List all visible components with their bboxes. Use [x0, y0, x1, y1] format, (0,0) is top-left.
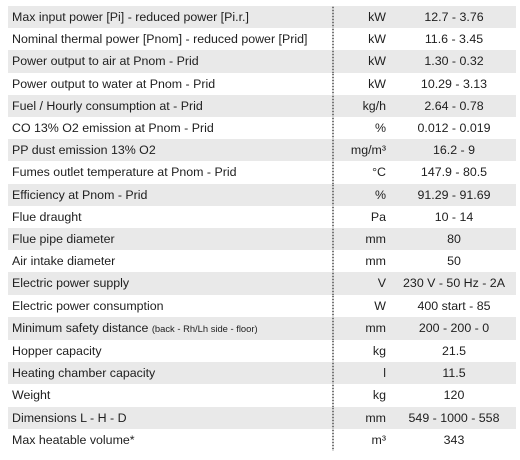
spec-label-cell [8, 362, 330, 384]
spec-value: 11.5 [392, 362, 516, 384]
spec-label: PP dust emission 13% O2 [12, 143, 156, 158]
spec-unit: kg [372, 344, 386, 359]
spec-value: 1.30 - 0.32 [392, 50, 516, 72]
spec-unit: mm [336, 407, 392, 429]
spec-unit: % [374, 121, 386, 136]
spec-row [8, 362, 516, 384]
spec-unit: kW [336, 6, 392, 28]
spec-value: 10.29 - 3.13 [420, 76, 488, 91]
spec-unit: l [336, 362, 392, 384]
spec-label: Heating chamber capacity [12, 366, 156, 381]
spec-label: Max heatable volume* [12, 432, 135, 447]
spec-value: 200 - 200 - 0 [392, 317, 516, 340]
spec-label-cell [8, 73, 330, 95]
spec-label-cell [8, 228, 330, 250]
spec-label: Hopper capacity [12, 344, 102, 359]
spec-label-cell [8, 50, 330, 72]
spec-label: Fumes outlet temperature at Pnom - Prid [12, 165, 237, 180]
spec-row [8, 50, 516, 72]
spec-label: Flue draught [12, 209, 82, 224]
spec-unit: mm [365, 254, 386, 269]
spec-label-cell [8, 272, 330, 294]
spec-value: 120 [443, 388, 465, 403]
spec-unit: kW [368, 76, 386, 91]
spec-label-cell [8, 429, 330, 451]
spec-unit: kW [368, 32, 386, 47]
spec-row [8, 117, 516, 139]
spec-value: 11.6 - 3.45 [424, 32, 484, 47]
spec-row [8, 340, 516, 362]
spec-unit: % [336, 184, 392, 206]
spec-label-cell [8, 28, 330, 50]
spec-row [8, 206, 516, 228]
spec-value: 21.5 [441, 344, 467, 359]
spec-value: 12.7 - 3.76 [392, 6, 516, 28]
spec-unit: mm [336, 317, 392, 340]
spec-row [8, 407, 516, 429]
spec-unit: mm [336, 228, 392, 250]
spec-label-cell [8, 6, 330, 28]
spec-value: 230 V - 50 Hz - 2A [392, 272, 516, 294]
spec-label-cell [8, 295, 330, 317]
spec-row [8, 28, 516, 50]
spec-value: 2.64 - 0.78 [392, 95, 516, 117]
spec-label-cell [8, 117, 330, 139]
spec-value: 50 [447, 254, 461, 269]
spec-label: Air intake diameter [12, 254, 116, 269]
spec-value: 400 start - 85 [417, 298, 491, 313]
spec-row [8, 6, 516, 28]
spec-table-body [8, 6, 516, 451]
spec-label-cell [8, 317, 330, 340]
spec-label: CO 13% O2 emission at Pnom - Prid [12, 121, 214, 136]
spec-label-note: (back - Rh/Lh side - floor) [151, 322, 258, 334]
spec-unit: kg/h [336, 95, 392, 117]
spec-label-cell [8, 206, 330, 228]
spec-value: 549 - 1000 - 558 [392, 407, 516, 429]
spec-unit: kW [336, 50, 392, 72]
spec-row [8, 317, 516, 340]
spec-label-cell [8, 161, 330, 183]
spec-label: Dimensions L - H - D [12, 410, 127, 425]
spec-label-cell [8, 184, 330, 206]
spec-label: Power output to air at Pnom - Prid [12, 54, 199, 69]
spec-value: 80 [392, 228, 516, 250]
spec-unit: m³ [371, 432, 386, 447]
spec-value: 343 [443, 432, 465, 447]
spec-label-cell [8, 407, 330, 429]
spec-row [8, 161, 516, 183]
spec-unit: °C [372, 165, 386, 180]
spec-label-cell [8, 340, 330, 362]
spec-value: 91.29 - 91.69 [392, 184, 516, 206]
spec-row [8, 95, 516, 117]
spec-label: Electric power consumption [12, 298, 164, 313]
spec-unit: kg [372, 388, 386, 403]
spec-row [8, 272, 516, 294]
spec-table [8, 6, 516, 451]
spec-label: Nominal thermal power [Pnom] - reduced power [Prid] [12, 32, 308, 47]
spec-row [8, 139, 516, 161]
spec-label: Max input power [Pi] - reduced power [Pi.r.] [12, 10, 249, 24]
spec-unit: W [374, 298, 386, 313]
spec-row [8, 73, 516, 95]
spec-row [8, 295, 516, 317]
spec-label-cell [8, 95, 330, 117]
spec-row [8, 184, 516, 206]
spec-row [8, 228, 516, 250]
spec-label: Efficiency at Pnom - Prid [12, 187, 148, 202]
spec-unit: mg/m³ [336, 139, 392, 161]
spec-unit: Pa [370, 209, 386, 224]
spec-value: 10 - 14 [434, 209, 474, 224]
spec-value: 0.012 - 0.019 [417, 121, 491, 136]
spec-label: Flue pipe diameter [12, 232, 115, 247]
spec-value: 16.2 - 9 [392, 139, 516, 161]
spec-label: Minimum safety distance [12, 320, 149, 335]
spec-row [8, 429, 516, 451]
spec-label: Weight [12, 388, 51, 403]
spec-label: Power output to water at Pnom - Prid [12, 76, 216, 91]
spec-row [8, 250, 516, 272]
spec-label-cell [8, 139, 330, 161]
spec-row [8, 384, 516, 406]
spec-unit: V [336, 272, 392, 294]
spec-label-cell [8, 384, 330, 406]
spec-label: Fuel / Hourly consumption at - Prid [12, 98, 203, 113]
spec-value: 147.9 - 80.5 [420, 165, 488, 180]
spec-label-cell [8, 250, 330, 272]
spec-label: Electric power supply [12, 276, 130, 291]
